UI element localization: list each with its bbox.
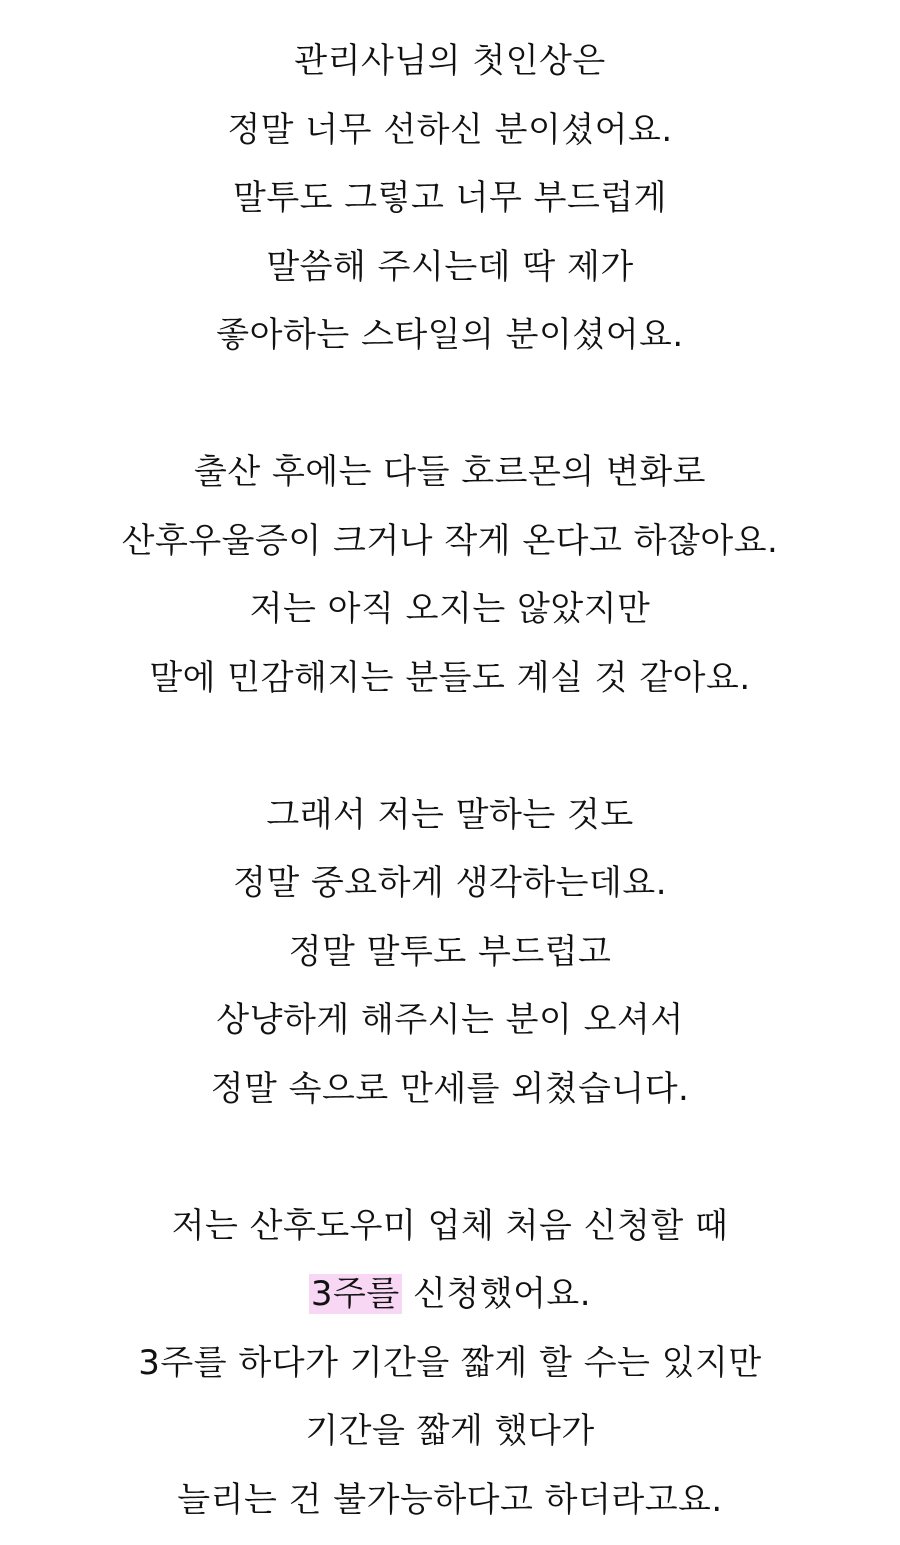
text-line: 말투도 그렇고 너무 부드럽게 [232,178,668,218]
article-body [0,27,900,1534]
text-line: 3주를 하다가 기간을 짧게 할 수는 있지만 [138,1342,762,1383]
paragraph-postpartum [0,438,900,712]
highlighted-text: 3주를 [310,1274,400,1314]
text-line: 관리사님의 첫인상은 [294,41,606,81]
text-line: 저는 산후도우미 업체 처음 신청할 때 [171,1205,729,1246]
text-line: 출산 후에는 다들 호르몬의 변화로 [193,452,707,492]
text-line: 저는 아직 오지는 않았지만 [249,589,651,629]
text-line: 상냥하게 해주시는 분이 오셔서 [216,1000,684,1040]
text-line: 정말 속으로 만세를 외쳤습니다. [210,1068,690,1109]
text-line: 말씀해 주시는데 딱 제가 [266,246,634,287]
text-fragment: 신청했어요. [401,1274,592,1314]
text-line: 늘리는 건 불가능하다고 하더라고요. [177,1479,723,1520]
text-line-with-highlight [0,1260,900,1329]
paragraph-speech [0,781,900,1124]
paragraph-first-impression [0,27,900,370]
text-line: 정말 중요하게 생각하는데요. [232,863,668,903]
text-line: 산후우울증이 크거나 작게 온다고 하잖아요. [121,520,779,561]
paragraph-spacer [0,370,900,439]
paragraph-application [0,1192,900,1535]
text-line: 좋아하는 스타일의 분이셨어요. [216,315,684,355]
text-line: 정말 말투도 부드럽고 [288,931,612,972]
text-line: 기간을 짧게 했다가 [305,1411,595,1451]
paragraph-spacer [0,1123,900,1192]
text-line: 말에 민감해지는 분들도 계실 것 같아요. [149,657,751,698]
text-line: 그래서 저는 말하는 것도 [266,794,634,835]
text-line: 정말 너무 선하신 분이셨어요. [227,109,673,150]
paragraph-spacer [0,712,900,781]
